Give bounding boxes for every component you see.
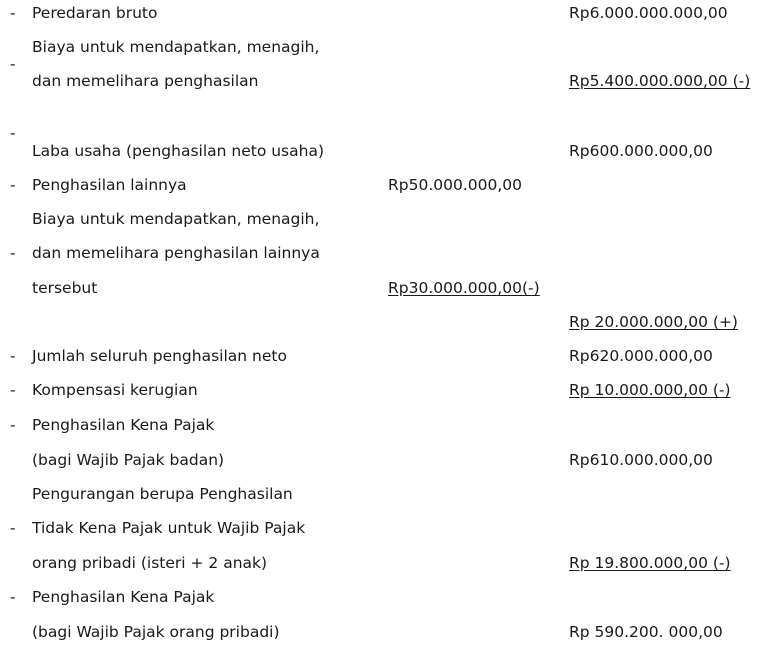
bullet-dash: - (10, 519, 16, 537)
amount-jumlah-neto: Rp620.000.000,00 (569, 347, 713, 365)
amount-biaya: Rp5.400.000.000,00 (-) (569, 72, 751, 90)
bullet-dash: - (10, 4, 16, 22)
amount-biaya-lainnya: Rp30.000.000,00(-) (388, 279, 540, 297)
bullet-dash: - (10, 55, 16, 73)
amount-peredaran-bruto: Rp6.000.000.000,00 (569, 4, 728, 22)
label-ptkp-line3: orang pribadi (isteri + 2 anak) (32, 554, 268, 572)
amount-ptkp: Rp 19.800.000,00 (-) (569, 554, 731, 572)
label-pkp-badan-line2: (bagi Wajib Pajak badan) (32, 451, 225, 469)
amount-kompensasi: Rp 10.000.000,00 (-) (569, 381, 731, 399)
label-biaya-lainnya-line3: tersebut (32, 279, 98, 297)
label-kompensasi: Kompensasi kerugian (32, 381, 198, 399)
label-pkp-op-line1: Penghasilan Kena Pajak (32, 588, 215, 606)
label-peredaran-bruto: Peredaran bruto (32, 4, 158, 22)
label-laba-usaha: Laba usaha (penghasilan neto usaha) (32, 142, 325, 160)
bullet-dash: - (10, 176, 16, 194)
bullet-dash: - (10, 124, 16, 142)
bullet-dash: - (10, 381, 16, 399)
label-jumlah-neto: Jumlah seluruh penghasilan neto (32, 347, 287, 365)
amount-penghasilan-lainnya: Rp50.000.000,00 (388, 176, 523, 194)
label-biaya-lainnya-line2: dan memelihara penghasilan lainnya (32, 244, 320, 262)
bullet-dash: - (10, 416, 16, 434)
label-biaya-lainnya-line1: Biaya untuk mendapatkan, menagih, (32, 210, 320, 228)
amount-pkp-badan: Rp610.000.000,00 (569, 451, 713, 469)
amount-pkp-op: Rp 590.200. 000,00 (569, 623, 723, 641)
bullet-dash: - (10, 588, 16, 606)
label-pkp-badan-line1: Penghasilan Kena Pajak (32, 416, 215, 434)
label-biaya-line2: dan memelihara penghasilan (32, 72, 259, 90)
label-ptkp-line2: Tidak Kena Pajak untuk Wajib Pajak (32, 519, 306, 537)
label-pkp-op-line2: (bagi Wajib Pajak orang pribadi) (32, 623, 280, 641)
amount-laba-usaha: Rp600.000.000,00 (569, 142, 713, 160)
label-ptkp-line1: Pengurangan berupa Penghasilan (32, 485, 293, 503)
label-penghasilan-lainnya: Penghasilan lainnya (32, 176, 187, 194)
label-biaya-line1: Biaya untuk mendapatkan, menagih, (32, 38, 320, 56)
bullet-dash: - (10, 347, 16, 365)
bullet-dash: - (10, 244, 16, 262)
amount-selisih-lainnya: Rp 20.000.000,00 (+) (569, 313, 738, 331)
